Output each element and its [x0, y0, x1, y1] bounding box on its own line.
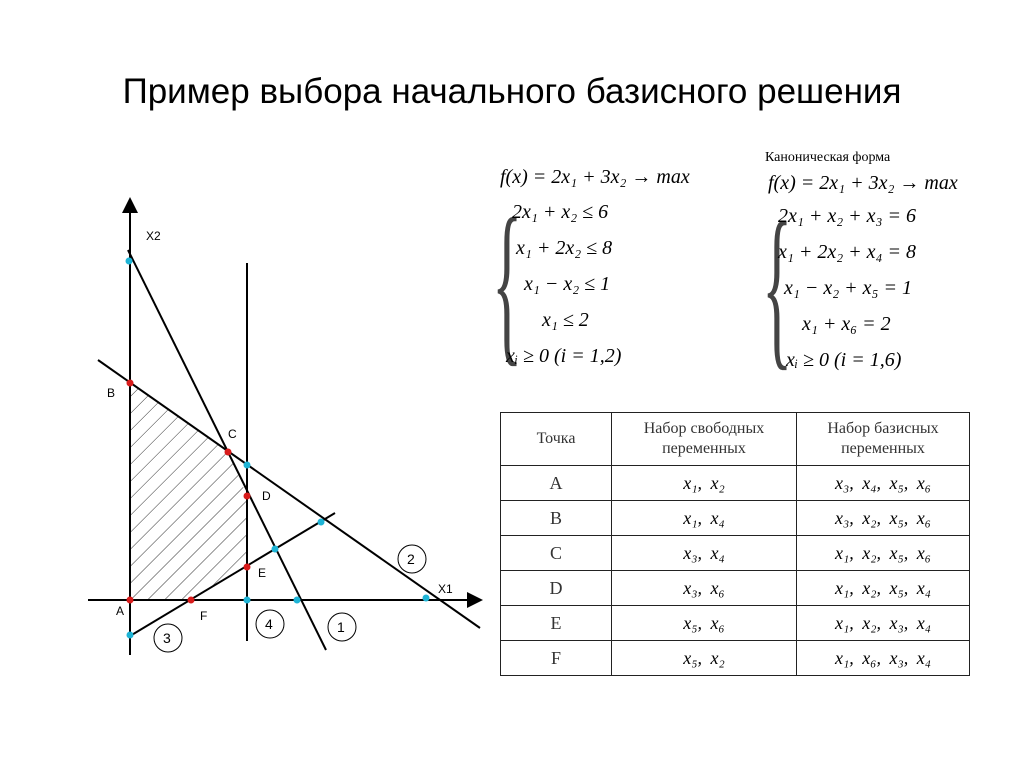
intersection-point	[126, 258, 133, 265]
cell-point: B	[501, 501, 612, 536]
cell-point: D	[501, 571, 612, 606]
canonical-constraint: x₁ + x₆ = 2	[802, 313, 891, 335]
page-title: Пример выбора начального базисного решения	[122, 72, 902, 111]
canonical-brace: {	[762, 186, 793, 385]
header-point: Точка	[501, 413, 612, 466]
label-D: D	[262, 489, 271, 503]
vertex-B	[127, 380, 134, 387]
original-constraint: x₁ − x₂ ≤ 1	[524, 273, 611, 295]
cell-free: x₃, x₆	[612, 571, 797, 606]
cell-free: x₁, x₂	[612, 466, 797, 501]
label-F: F	[200, 609, 208, 623]
basis-table	[500, 412, 970, 676]
canonical-constraint: xᵢ ≥ 0 (i = 1,6)	[786, 349, 902, 371]
cell-free: x₅, x₂	[612, 641, 797, 676]
vertex-C	[225, 449, 232, 456]
feasible-region-graph	[60, 195, 490, 655]
line-number-3	[154, 624, 182, 652]
vertex-A	[127, 597, 134, 604]
cell-basic: x₁, x₂, x₅, x₄	[797, 571, 970, 606]
x2-axis-label: X2	[146, 229, 161, 243]
cell-point: A	[501, 466, 612, 501]
cell-free: x₃, x₄	[612, 536, 797, 571]
intersection-point	[244, 597, 251, 604]
intersection-point	[318, 519, 325, 526]
label-A: A	[116, 604, 125, 618]
cell-point: E	[501, 606, 612, 641]
svg-text:3: 3	[163, 630, 171, 646]
table-row	[501, 536, 970, 571]
line-number-2	[398, 545, 426, 573]
canonical-constraint: 2x₁ + x₂ + x₃ = 6	[778, 205, 916, 227]
x1-axis-label: X1	[438, 582, 453, 596]
table-row	[501, 501, 970, 536]
line-number-4	[256, 610, 284, 638]
label-B: B	[107, 386, 116, 400]
table-header-row	[501, 413, 970, 466]
label-C: C	[228, 427, 237, 441]
table-row	[501, 466, 970, 501]
vertex-D	[244, 493, 251, 500]
original-constraint: x₁ + 2x₂ ≤ 8	[516, 237, 613, 259]
svg-text:2: 2	[407, 551, 415, 567]
feasible-region	[130, 383, 247, 600]
cell-basic: x₁, x₂, x₅, x₆	[797, 536, 970, 571]
header-basic-vars: Набор базисных переменных	[797, 413, 970, 466]
cell-basic: x₁, x₂, x₃, x₄	[797, 606, 970, 641]
cell-free: x₅, x₆	[612, 606, 797, 641]
intersection-point	[423, 595, 430, 602]
table-row	[501, 571, 970, 606]
intersection-point	[127, 632, 134, 639]
cell-basic: x₃, x₄, x₅, x₆	[797, 466, 970, 501]
canonical-constraints	[778, 198, 916, 378]
original-objective: f(x) = 2x₁ + 3x₂ → max	[500, 166, 690, 188]
original-constraint: 2x₁ + x₂ ≤ 6	[512, 201, 609, 223]
canonical-caption: Каноническая форма	[765, 150, 891, 165]
cell-basic: x₃, x₂, x₅, x₆	[797, 501, 970, 536]
intersection-point	[294, 597, 301, 604]
line-number-1	[328, 613, 356, 641]
cell-basic: x₁, x₆, x₃, x₄	[797, 641, 970, 676]
table-row	[501, 606, 970, 641]
original-constraint: x₁ ≤ 2	[542, 309, 589, 331]
original-brace: {	[492, 182, 523, 381]
cell-point: C	[501, 536, 612, 571]
vertex-E	[244, 564, 251, 571]
cell-free: x₁, x₄	[612, 501, 797, 536]
svg-text:1: 1	[337, 619, 345, 635]
intersection-point	[244, 462, 251, 469]
table-row	[501, 641, 970, 676]
cell-point: F	[501, 641, 612, 676]
header-free-vars: Набор свободных переменных	[612, 413, 797, 466]
canonical-constraint: x₁ − x₂ + x₅ = 1	[784, 277, 912, 299]
canonical-objective: f(x) = 2x₁ + 3x₂ → max	[768, 172, 958, 194]
intersection-point	[272, 546, 279, 553]
original-constraint: xᵢ ≥ 0 (i = 1,2)	[506, 345, 622, 367]
label-E: E	[258, 566, 267, 580]
vertex-F	[188, 597, 195, 604]
canonical-constraint: x₁ + 2x₂ + x₄ = 8	[778, 241, 916, 263]
svg-text:4: 4	[265, 616, 273, 632]
original-constraints	[506, 194, 622, 374]
